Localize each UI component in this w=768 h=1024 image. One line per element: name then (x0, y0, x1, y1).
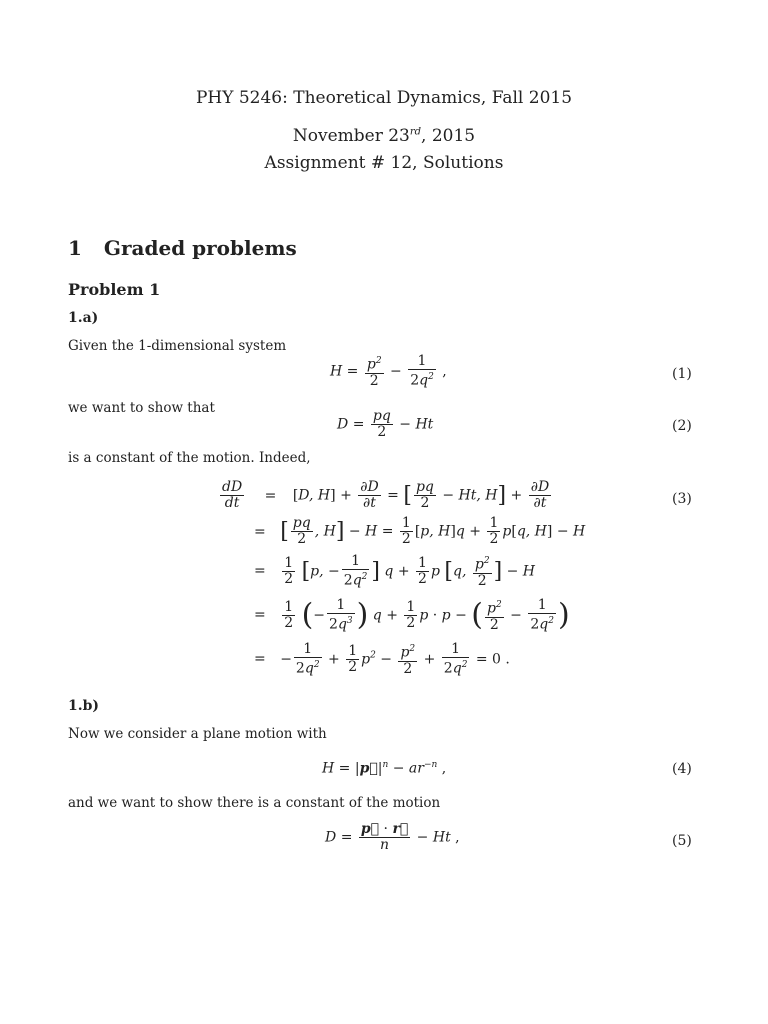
equation-number-1: (1) (672, 366, 692, 382)
section-number: 1 (68, 236, 82, 260)
part-a-after-eq2: is a constant of the motion. Indeed, (68, 450, 311, 466)
equation-3-line-5: = − $\frac{1}{2q^2}$ + $\frac{1}{2}$ $p^2$ − $\frac{p^2}{2}$ + $\frac{1}{2q^2}$ = 0 . (254, 641, 510, 677)
part-a-after-eq1: we want to show that (68, 400, 215, 416)
equation-3-line-3: = $\frac{1}{2}$ [p, − $\frac{1}{2q^2}$ ] q + $\frac{1}{2}$ p [q, $\frac{p^2}{2}$ ] − H (254, 553, 536, 589)
equation-2: D = $\frac{pq}{2}$ − Ht (337, 408, 434, 440)
part-b-intro: Now we consider a plane motion with (68, 726, 327, 742)
equation-1: H = $\frac{p^2}{2}$ − $\frac{1}{2q^2}$ , (330, 353, 447, 389)
equation-number-4: (4) (672, 761, 692, 777)
section-heading (68, 236, 297, 260)
course-title: PHY 5246: Theoretical Dynamics, Fall 2015 (195, 88, 573, 108)
assignment-title: Assignment # 12, Solutions (264, 153, 504, 173)
equation-number-3: (3) (672, 491, 692, 507)
equation-number-5: (5) (672, 833, 692, 849)
equation-4: $H = |p⃗|^n - ar^{-n}$ , (322, 760, 447, 777)
equation-3-line-1: $\frac{dD}{dt}$ = [D, H] + $\frac{\partial D}{\partial t}$ = [ $\frac{pq}{2}$ − Ht, H] + $\frac{\partial D}{\partial t}$ (222, 479, 550, 511)
date-prefix: November 23 (292, 126, 410, 146)
date-line (0, 126, 768, 146)
equation-3-line-4: = $\frac{1}{2}$ (− $\frac{1}{2q^3}$ ) q + $\frac{1}{2}$ p · p − ( $\frac{p^2}{2}$ − $\frac{1}{2q^2}$ ) (254, 597, 570, 633)
problem-title: Problem 1 (68, 280, 161, 299)
date-superscript: rd (409, 126, 422, 138)
date-suffix: , 2015 (421, 126, 476, 146)
equation-number-2: (2) (672, 418, 692, 434)
part-b-after-eq4: and we want to show there is a constant of the motion (68, 795, 441, 811)
part-a-intro: Given the 1-dimensional system (68, 338, 287, 354)
equation-5: D = $\frac{p⃗ \cdot r⃗}{n}$ − Ht , (325, 821, 460, 853)
part-a-label: 1.a) (68, 310, 99, 326)
part-b-label: 1.b) (68, 698, 100, 714)
section-title: Graded problems (103, 236, 297, 260)
equation-3-line-2: = [ $\frac{pq}{2}$ , H] − H = $\frac{1}{2}$ [p, H]q + $\frac{1}{2}$ p[q, H] − H (254, 515, 586, 547)
